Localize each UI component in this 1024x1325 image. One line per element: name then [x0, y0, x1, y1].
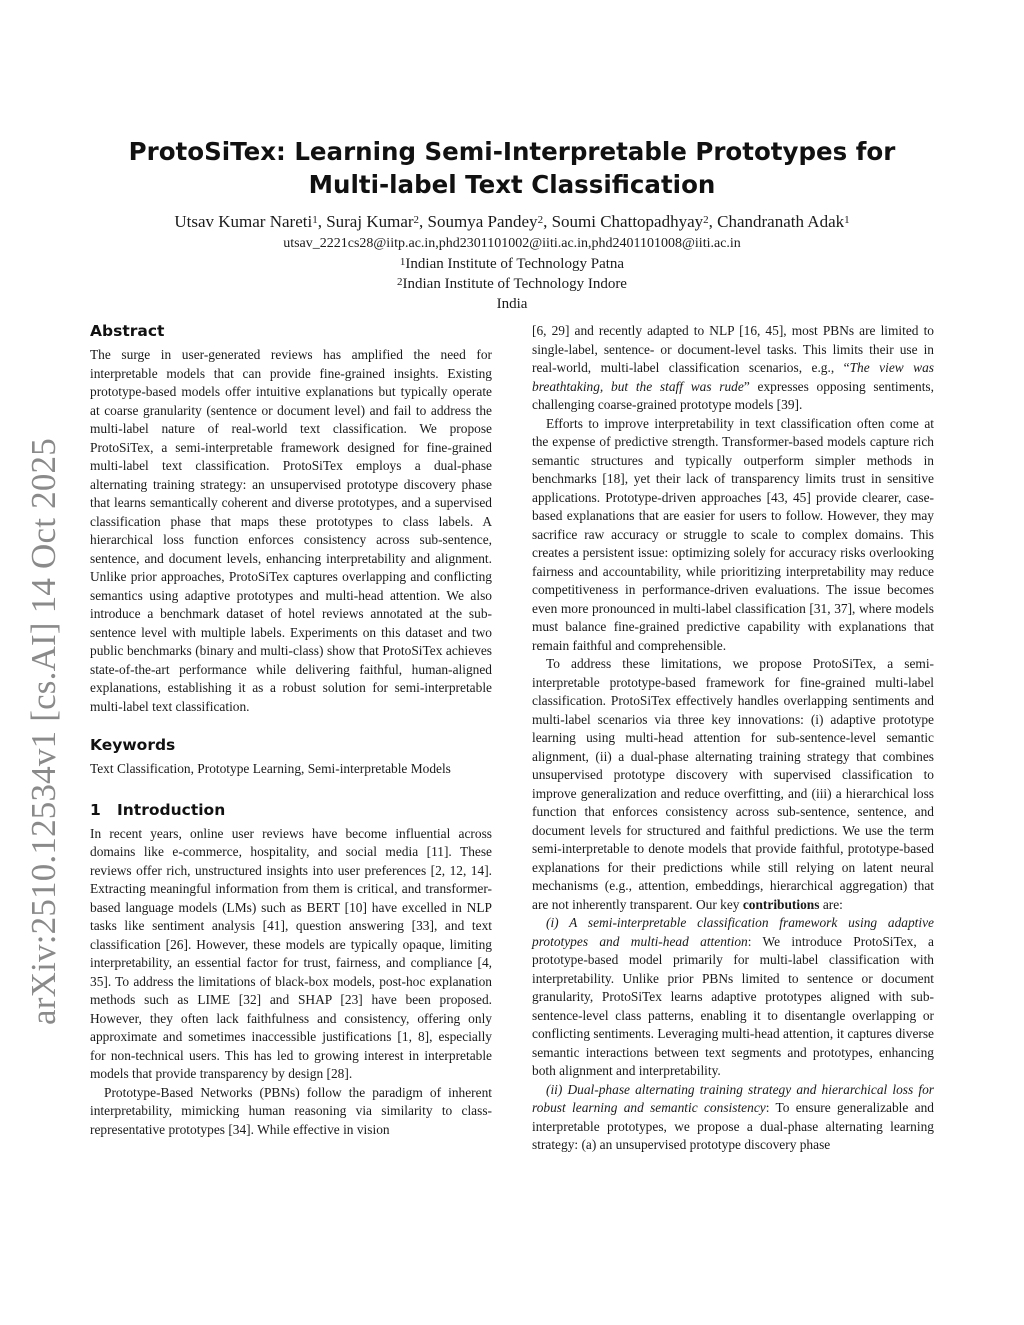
keywords-text: Text Classification, Prototype Learning, Semi-interpretable Models [90, 761, 451, 776]
right-column [532, 322, 934, 1155]
paper-title [120, 135, 904, 201]
contributions-bold: contributions [742, 896, 820, 912]
affiliation-1: $^1$Indian Institute of Technology Patna [399, 256, 625, 272]
abstract-text: The surge in user-generated reviews has amplified the need for interpretable models that can provide fine-grained insights. Existing prototype-based models offer intuitive explanations but typically operate at coarse granularity (sentence or document level) and fail to address the multi-label nature of real-world text classification. We propose ProtoSiTex, a semi-interpretable framework designed for fine-grained multi-label text classification. ProtoSiTex employs a dual-phase alternating training strategy: an unsupervised prototype discovery phase that learns semantically coherent and diverse prototypes, and a supervised classification phase that maps these prototypes to class labels. A hierarchical loss function enforces consistency across sub-sentence, sentence, and document levels, enhancing interpretability and alignment. Unlike prior approaches, ProtoSiTex captures overlapping and conflicting semantics using adaptive prototypes and multi-head attention. We also introduce a benchmark dataset of hotel reviews annotated at the sub-sentence level with multiple labels. Experiments on this dataset and two public benchmarks (binary and multi-class) show that ProtoSiTex achieves state-of-the-art performance while delivering faithful, human-aligned explanations, establishing it as a robust solution for semi-interpretable multi-label text classification. [90, 347, 492, 714]
keywords-heading: Keywords [90, 736, 176, 754]
arxiv-identifier: arXiv:2510.12534v1 [cs.AI] 14 Oct 2025 [24, 438, 63, 1025]
author: Chandranath Adak$^1$ [717, 212, 850, 231]
introduction-heading: 1 Introduction [90, 800, 226, 819]
author-emails: utsav_2221cs28@iitp.ac.in,phd2301101002@iiti.ac.in,phd2401101008@iiti.ac.in [283, 236, 741, 251]
intro-paragraph-2-continued: [6, 29] and recently adapted to NLP [16, 45], most PBNs are limited to single-label, sentence- or document-level tasks. This limits their use in real-world, multi-label classification scenarios, e.g., “The view was breathtaking, but the staff was rude” expresses opposing sentiments, challenging coarse-grained prototype models [39]. [532, 323, 934, 412]
abstract-heading: Abstract [90, 322, 165, 340]
author: Suraj Kumar$^2$, [326, 212, 428, 231]
left-column [90, 322, 492, 1139]
title-line-1: ProtoSiTex: Learning Semi-Interpretable Prototypes for [128, 137, 896, 166]
example-quote: The view was breathtaking, but the staff was rude [532, 360, 934, 394]
author: Soumi Chattopadhyay$^2$, [551, 212, 718, 231]
affiliation-2: $^2$Indian Institute of Technology Indore [397, 276, 627, 292]
intro-paragraph-4: To address these limitations, we propose ProtoSiTex, a semi-interpretable prototype-based framework for fine-grained multi-label classification. ProtoSiTex effectively handles overlapping sentiments and multi-label scenarios via three key innovations: (i) adaptive prototype learning using multi-head attention for sub-sentence-level semantic alignment, (ii) a dual-phase alternating training strategy that combines unsupervised prototype discovery with supervised classification to improve generalization and reduce overfitting, and (iii) a hierarchical loss function that enforces consistency across sub-sentence, sentence, and document levels for structured and faithful predictions. We use the term semi-interpretable to denote models that provide faithful, prototype-based explanations for their predictions while still relying on latent neural mechanisms (e.g., attention, embeddings, hierarchical aggregation) that are not inherently transparent. Our key contributions are: [532, 656, 934, 912]
title-line-2: Multi-label Text Classification [308, 170, 716, 199]
country: India [496, 296, 528, 312]
intro-paragraph-1: In recent years, online user reviews have become influential across domains like e-commerce, hospitality, and social media [11]. These reviews offer rich, unstructured insights into user preferences [2, 12, 14]. Extracting meaningful information from them is critical, and transformer-based language models (LMs) such as BERT [10] have excelled in NLP tasks like sentiment analysis [41], question answering [33], and text classification [26]. However, these models are typically opaque, limiting interpretability, an essential factor for trust, fairness, and compliance [4, 35]. To address the limitations of black-box models, post-hoc explanation methods such as LIME [32] and SHAP [23] have been proposed. However, they often lack faithfulness and consistency, offering only approximate and sometimes inaccessible justifications [1, 8], especially for non-technical users. This has led to growing interest in interpretable models that provide transparency by design [28]. [90, 825, 492, 1081]
author-list [80, 210, 944, 234]
author: Utsav Kumar Nareti$^1$, [174, 212, 327, 231]
intro-paragraph-3: Efforts to improve interpretability in text classification often come at the expense of predictive strength. Transformer-based models capture rich semantic structures and typically outperform simpler methods in benchmarks [18], yet their lack of transparency limits trust in sensitive applications. Prototype-driven approaches [43, 45] provide clearer, case-based explanations that are easier for users to follow. However, they may sacrifice raw accuracy or struggle to scale to complex domains. This creates a persistent issue: optimizing solely for accuracy risks overlooking fairness and accountability, while prioritizing interpretability may reduce competitiveness in performance-driven evaluations. The issue becomes even more pronounced in multi-label classification [31, 37], where models must balance fine-grained predictive capability with explanations that remain faithful and comprehensible. [532, 415, 934, 653]
intro-paragraph-2: Prototype-Based Networks (PBNs) follow the paradigm of inherent interpretability, mimicking human reasoning via similarity to class-representative prototypes [34]. While effective in vision [90, 1084, 492, 1137]
author: Soumya Pandey$^2$, [427, 212, 552, 231]
contribution-1: (i) A semi-interpretable classification framework using adaptive prototypes and multi-head attention: We introduce ProtoSiTex, a prototype-based model primarily for multi-label classification with interpretability. Unlike prior PBNs limited to sentence or document granularity, ProtoSiTex learns adaptive prototypes aligned with sub-sentence-level class patterns, enabling it to disentangle overlapping or conflicting sentiments. Leveraging multi-head attention, it captures diverse semantic interactions between text segments and prototypes, enhancing both alignment and interpretability. [532, 915, 934, 1078]
contribution-2: (ii) Dual-phase alternating training strategy and hierarchical loss for robust learning and semantic consistency: To ensure generalizable and interpretable prototypes, we propose a dual-phase alternating learning strategy: (a) an unsupervised prototype discovery phase [532, 1081, 934, 1152]
